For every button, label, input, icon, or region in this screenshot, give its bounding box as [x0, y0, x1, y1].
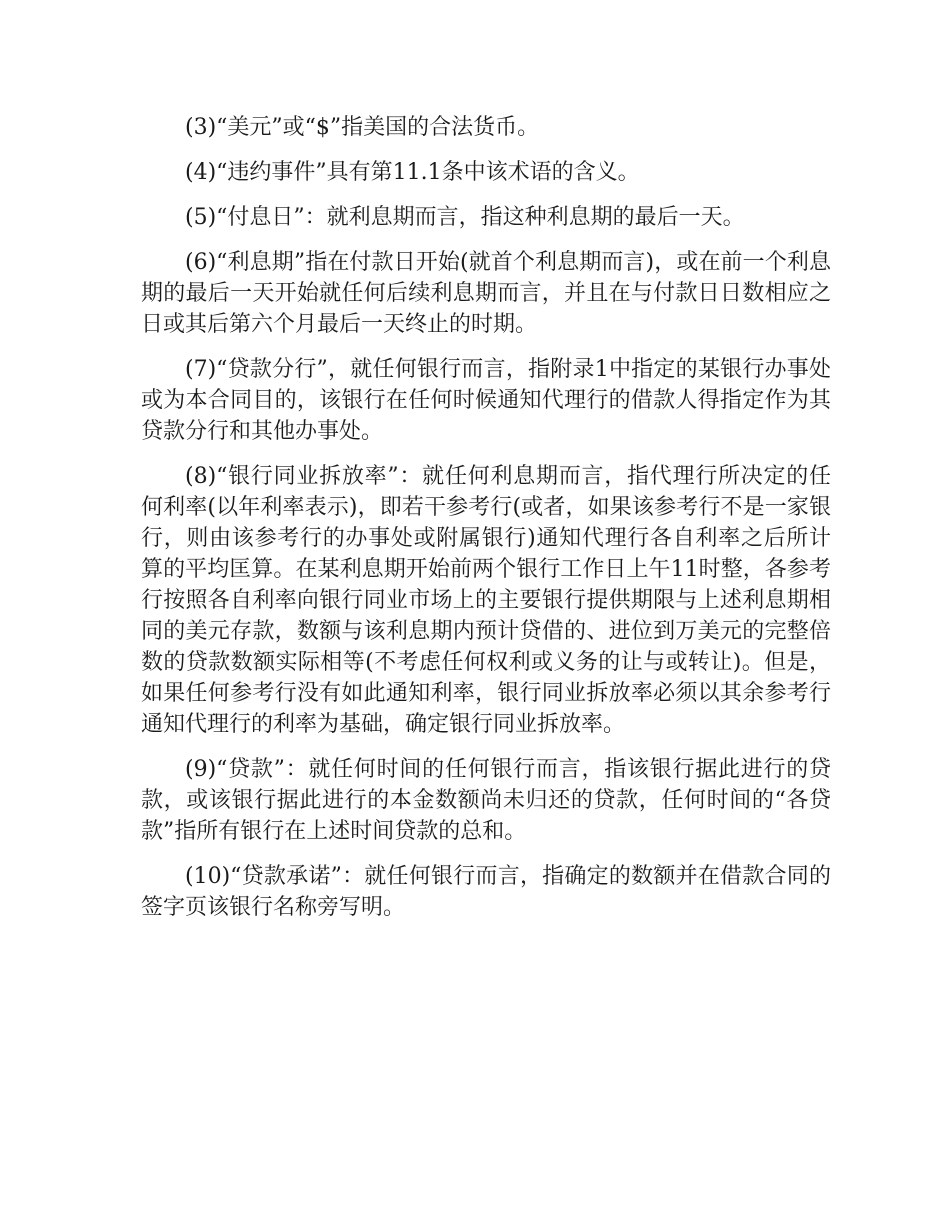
definition-paragraph-3: (3)“美元”或“$”指美国的合法货币。	[185, 115, 540, 140]
document-body	[141, 112, 831, 937]
definition-paragraph-9: (9)“贷款”：就任何时间的任何银行而言，指该银行据此进行的贷款，或该银行据此进行的本金数额尚未归还的贷款，任何时间的“各贷款”指所有银行在上述时间贷款的总和。	[141, 757, 831, 844]
definition-paragraph-10: (10)“贷款承诺”：就任何银行而言，指确定的数额并在借款合同的签字页该银行名称旁写明。	[141, 864, 831, 920]
definition-paragraph-4: (4)“违约事件”具有第11.1条中该术语的含义。	[185, 160, 640, 185]
definition-paragraph-7: (7)“贷款分行”，就任何银行而言，指附录1中指定的某银行办事处或为本合同目的，该银行在任何时候通知代理行的借款人得指定作为其贷款分行和其他办事处。	[141, 357, 831, 444]
definition-paragraph-6: (6)“利息期”指在付款日开始(就首个利息期而言)，或在前一个利息期的最后一天开始就任何后续利息期而言，并且在与付款日日数相应之日或其后第六个月最后一天终止的时期。	[141, 250, 831, 337]
definition-paragraph-5: (5)“付息日”：就利息期而言，指这种利息期的最后一天。	[185, 205, 745, 230]
definition-paragraph-8: (8)“银行同业拆放率”：就任何利息期而言，指代理行所决定的任何利率(以年利率表示)，即若干参考行(或者，如果该参考行不是一家银行，则由该参考行的办事处或附属银行)通知代理行各自利率之后所计算的平均匡算。在某利息期开始前两个银行工作日上午11时整，各参考行按照各自利率向银行同业市场上的主要银行提供期限与上述利息期相同的美元存款，数额与该利息期内预计贷借的、进位到万美元的完整倍数的贷款数额实际相等(不考虑任何权利或义务的让与或转让)。但是，如果任何参考行没有如此通知利率，银行同业拆放率必须以其余参考行通知代理行的利率为基础，确定银行同业拆放率。	[141, 464, 831, 737]
